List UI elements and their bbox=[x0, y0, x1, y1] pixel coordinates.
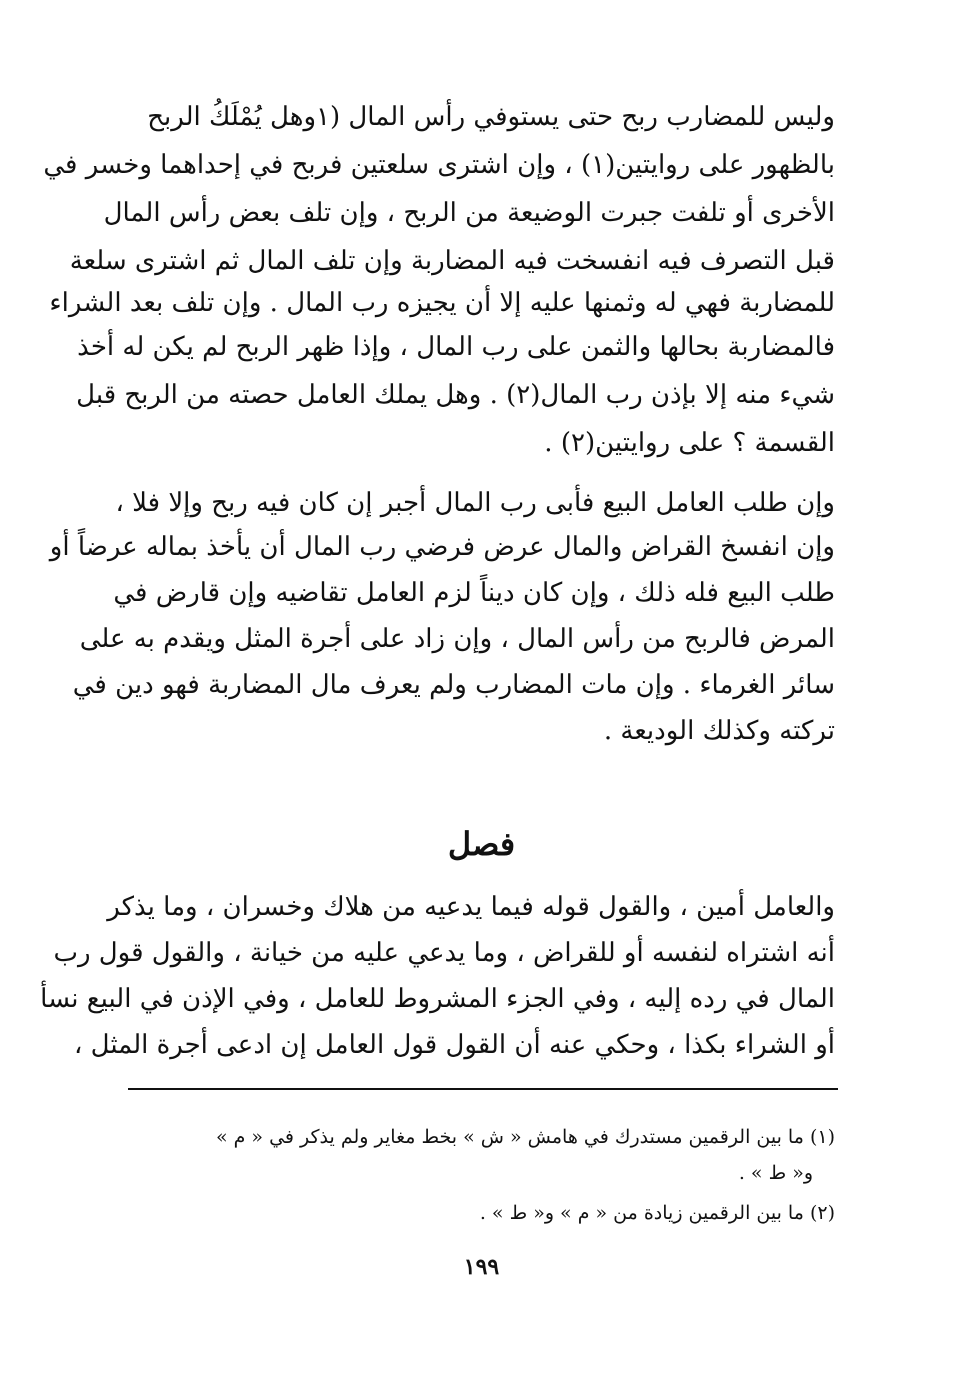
footnote-line: (١) ما بين الرقمين مستدرك في هامش « ش » بخط مغاير ولم يذكر في « م » bbox=[215, 1126, 835, 1148]
section-heading: فصل bbox=[447, 825, 516, 863]
paragraph2-line: تركته وكذلك الوديعة . bbox=[603, 716, 835, 746]
footnote-line: و« ط » . bbox=[738, 1162, 813, 1184]
paragraph1-line: الأخرى أو تلفت جبرت الوضيعة من الربح ، وإن تلف بعض رأس المال bbox=[103, 198, 835, 228]
paragraph2-line: المرض فالربح من رأس المال ، وإن زاد على أجرة المثل ويقدم به على bbox=[79, 624, 835, 654]
paragraph3-line: أو الشراء بكذا ، وحكي عنه أن القول قول العامل إن ادعى أجرة المثل ، bbox=[73, 1030, 835, 1060]
page-number: ١٩٩ bbox=[463, 1254, 500, 1280]
footnote-divider bbox=[128, 1088, 838, 1090]
paragraph2-line: وإن انفسخ القراض والمال عرض فرضي رب المال أن يأخذ بماله عرضاً أو bbox=[49, 532, 835, 562]
paragraph1-line: فالمضاربة بحالها والثمن على رب المال ، وإذا ظهر الربح لم يكن له أخذ bbox=[77, 332, 835, 362]
paragraph1-line: للمضاربة فهي له وثمنها عليه إلا أن يجيزه رب المال . وإن تلف بعد الشراء bbox=[49, 288, 835, 318]
footnote-line: (٢) ما بين الرقمين زيادة من « م » و« ط » . bbox=[479, 1202, 835, 1224]
paragraph2-line: وإن طلب العامل البيع فأبى رب المال أجبر إن كان فيه ربح وإلا فلا ، bbox=[115, 488, 835, 518]
paragraph1-line: بالظهور على روايتين(١) ، وإن اشترى سلعتين فربح في إحداهما وخسر في bbox=[43, 150, 835, 180]
paragraph3-line: أنه اشتراه لنفسه أو للقراض ، وما يدعي عليه من خيانة ، والقول قول رب bbox=[53, 938, 835, 968]
paragraph1-line: القسمة ؟ على روايتين(٢) . bbox=[544, 428, 835, 458]
paragraph2-line: سائر الغرماء . وإن مات المضارب ولم يعرف مال المضاربة فهو دين في bbox=[72, 670, 835, 700]
paragraph3-line: والعامل أمين ، والقول قوله فيما يدعيه من هلاك وخسران ، وما يذكر bbox=[107, 892, 835, 922]
paragraph2-line: طلب البيع فله ذلك ، وإن كان ديناً لزم العامل تقاضيه وإن قارض في bbox=[113, 578, 835, 608]
paragraph1-line: وليس للمضارب ربح حتى يستوفي رأس المال (١وهل يُمْلَكُ الربح bbox=[147, 102, 835, 132]
paragraph3-line: المال في رده إليه ، وفي الجزء المشروط للعامل ، وفي الإذن في البيع نسأ bbox=[40, 984, 835, 1014]
paragraph1-line: قبل التصرف فيه انفسخت فيه المضاربة وإن تلف المال ثم اشترى سلعة bbox=[69, 246, 835, 276]
paragraph1-line: شيء منه إلا بإذن رب المال(٢) . وهل يملك العامل حصته من الربح قبل bbox=[76, 380, 835, 410]
